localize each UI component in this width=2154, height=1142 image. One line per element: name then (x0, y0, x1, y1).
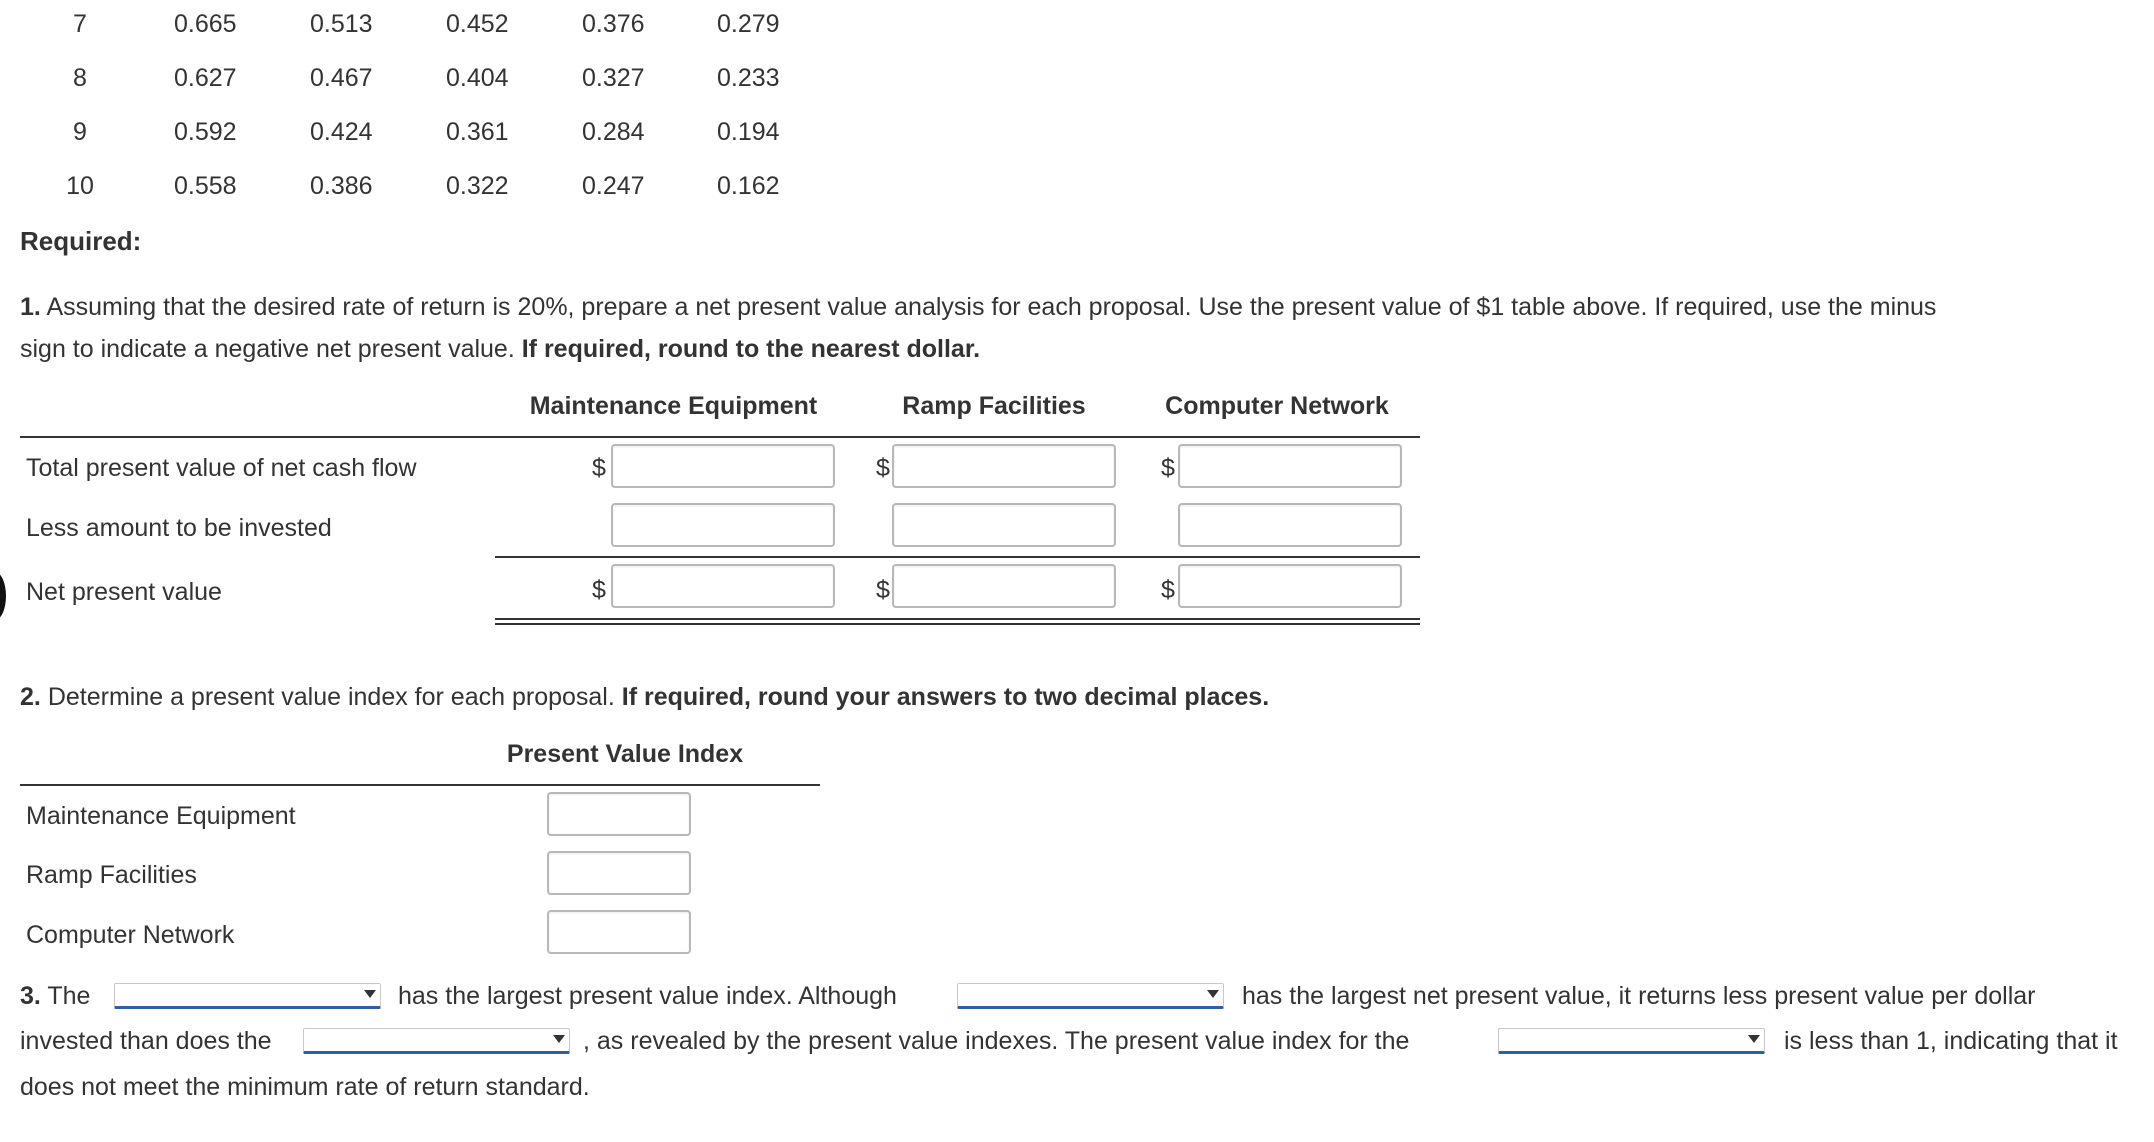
question-1-instructions: Assuming that the desired rate of return is 20%, prepare a net present value analysis for each proposal. Use the present value of $1 table above. If required, use the minus (46, 293, 1937, 321)
header-rule (20, 784, 820, 786)
required-heading: Required: (20, 226, 142, 256)
table-row (0, 108, 900, 162)
row-label-total-pv: Total present value of net cash flow (26, 454, 417, 482)
pv-cell: 0.284 (582, 118, 645, 146)
question-3-text-1: The (47, 982, 91, 1010)
invested-computer-input[interactable] (1178, 503, 1402, 547)
total-double-rule (495, 618, 1420, 625)
row-label-ramp: Ramp Facilities (26, 861, 197, 889)
pv-cell: 0.162 (717, 172, 780, 200)
question-3-text-7: does not meet the minimum rate of return standard. (20, 1073, 590, 1101)
question-1-number: 1. (20, 293, 41, 321)
question-2-text (20, 676, 2150, 718)
pv-cell: 0.424 (310, 118, 373, 146)
chevron-down-icon (1748, 1035, 1760, 1043)
subtotal-rule (495, 556, 1420, 558)
row-label-computer: Computer Network (26, 921, 235, 949)
pvi-maintenance-input[interactable] (547, 792, 691, 836)
largest-npv-select[interactable] (957, 983, 1224, 1009)
pv-cell: 0.627 (174, 64, 237, 92)
question-1-instructions-cont: sign to indicate a negative net present value. (20, 335, 515, 363)
question-2-number: 2. (20, 683, 41, 711)
question-1-line-2 (20, 328, 2150, 370)
dollar-sign: $ (876, 576, 890, 604)
question-3-text-5: , as revealed by the present value indexes. The present value index for the (583, 1027, 1410, 1055)
pv-cell: 0.361 (446, 118, 509, 146)
dollar-sign: $ (592, 454, 606, 482)
row-label-amount-invested: Less amount to be invested (26, 514, 332, 542)
table-row (0, 0, 900, 54)
chevron-down-icon (553, 1035, 565, 1043)
question-3-text-2: has the largest present value index. Although (398, 982, 897, 1010)
compared-proposal-select[interactable] (303, 1028, 570, 1054)
dollar-sign: $ (592, 576, 606, 604)
question-2-instructions: Determine a present value index for each proposal. (47, 683, 615, 711)
pv-cell: 0.233 (717, 64, 780, 92)
pv-cell: 0.452 (446, 10, 509, 38)
npv-computer-input[interactable] (1178, 564, 1402, 608)
pv-cell: 0.322 (446, 172, 509, 200)
pv-cell: 0.558 (174, 172, 237, 200)
dollar-sign: $ (876, 454, 890, 482)
dollar-sign: $ (1161, 576, 1175, 604)
question-3-text-4: invested than does the (20, 1027, 272, 1055)
npv-maintenance-input[interactable] (611, 564, 835, 608)
dollar-sign: $ (1161, 454, 1175, 482)
question-3-text-6: is less than 1, indicating that it (1784, 1027, 2118, 1055)
pv-cell: 0.194 (717, 118, 780, 146)
pv-cell: 0.279 (717, 10, 780, 38)
pvi-computer-input[interactable] (547, 910, 691, 954)
below-one-select[interactable] (1498, 1028, 1765, 1054)
question-3-number: 3. (20, 982, 41, 1010)
row-label-npv: Net present value (26, 578, 222, 606)
pv-cell: 0.665 (174, 10, 237, 38)
pv-cell: 0.327 (582, 64, 645, 92)
header-rule (20, 436, 1420, 438)
invested-maintenance-input[interactable] (611, 503, 835, 547)
chevron-down-icon (1207, 990, 1219, 998)
left-edge-marker (0, 572, 6, 620)
question-3-text-3: has the largest net present value, it returns less present value per dollar (1242, 982, 2036, 1010)
total-pv-ramp-input[interactable] (892, 444, 1116, 488)
period-cell: 9 (73, 118, 87, 146)
invested-ramp-input[interactable] (892, 503, 1116, 547)
question-1-line-1 (20, 286, 2150, 328)
pv-cell: 0.247 (582, 172, 645, 200)
question-2-rounding-note: If required, round your answers to two decimal places. (621, 683, 1270, 711)
question-1-text (20, 286, 2150, 370)
chevron-down-icon (364, 990, 376, 998)
pv-cell: 0.376 (582, 10, 645, 38)
largest-pvi-select[interactable] (114, 983, 381, 1009)
total-pv-computer-input[interactable] (1178, 444, 1402, 488)
column-header-pv-index: Present Value Index (506, 740, 744, 768)
period-cell: 8 (73, 64, 87, 92)
question-1-rounding-note: If required, round to the nearest dollar. (521, 335, 981, 363)
period-cell: 7 (73, 10, 87, 38)
pv-cell: 0.467 (310, 64, 373, 92)
question-3-start (20, 975, 90, 1017)
period-cell: 10 (66, 172, 94, 200)
pv-cell: 0.513 (310, 10, 373, 38)
table-row (0, 162, 900, 216)
table-row (0, 54, 900, 108)
column-header-maintenance-equipment: Maintenance Equipment (529, 392, 818, 420)
pv-cell: 0.386 (310, 172, 373, 200)
pvi-ramp-input[interactable] (547, 851, 691, 895)
column-header-computer-network: Computer Network (1165, 392, 1389, 420)
pv-cell: 0.592 (174, 118, 237, 146)
column-header-ramp-facilities: Ramp Facilities (902, 392, 1086, 420)
row-label-maintenance: Maintenance Equipment (26, 802, 296, 830)
total-pv-maintenance-input[interactable] (611, 444, 835, 488)
npv-ramp-input[interactable] (892, 564, 1116, 608)
pv-cell: 0.404 (446, 64, 509, 92)
